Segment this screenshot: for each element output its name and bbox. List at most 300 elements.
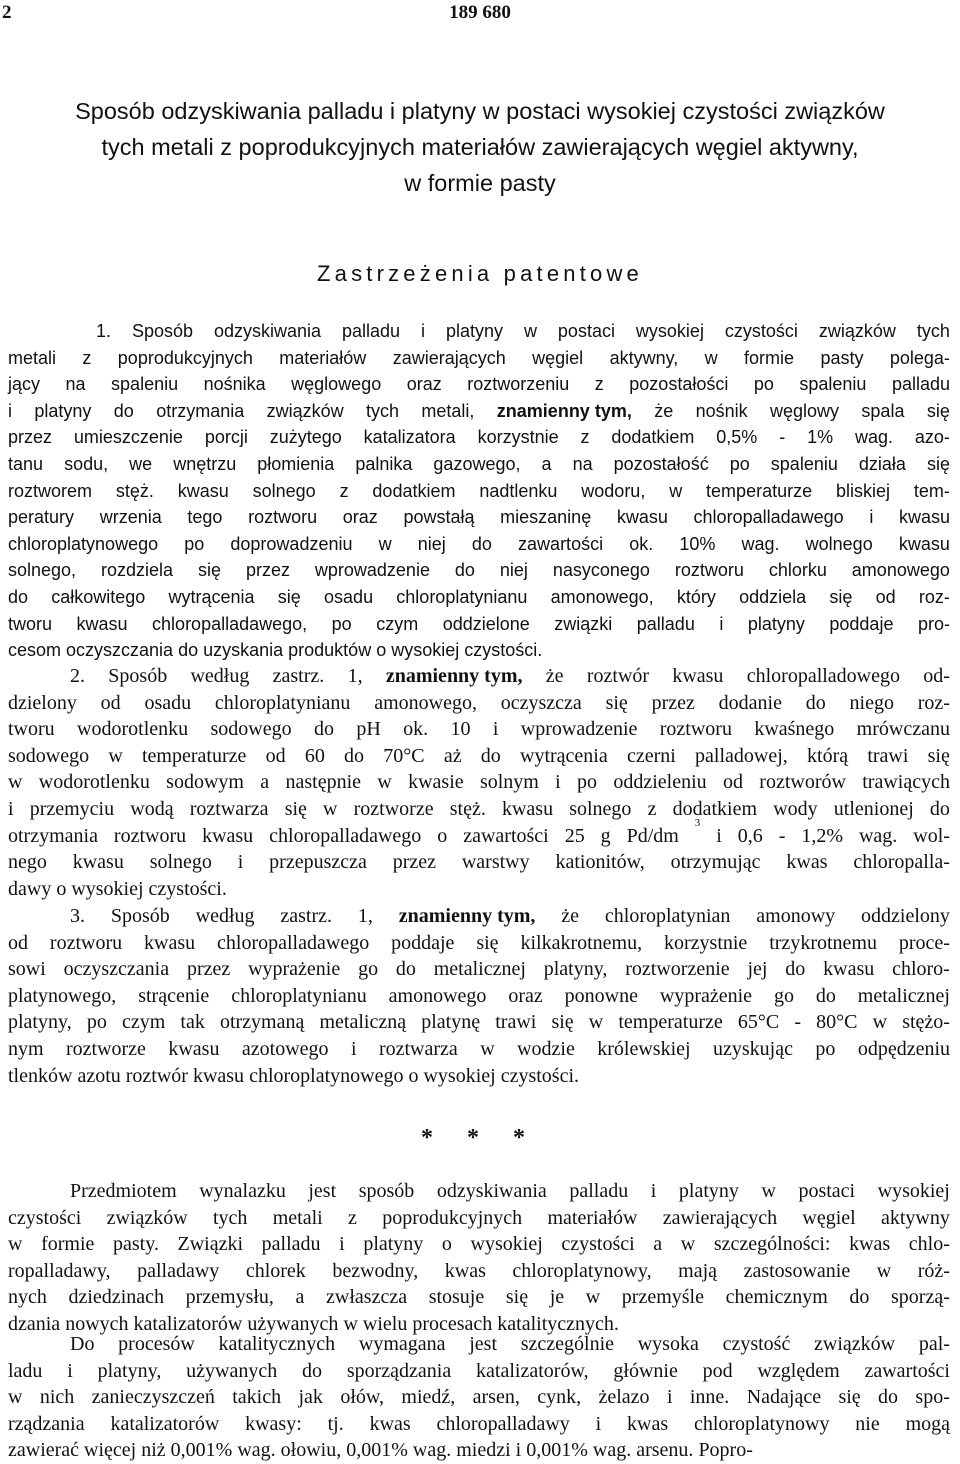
word: wag. — [412, 1439, 452, 1462]
superscript: 3 — [694, 816, 701, 829]
word: Sposób — [131, 321, 194, 341]
word: Sposób — [110, 905, 170, 927]
word: porcji — [204, 427, 248, 448]
word: do — [8, 586, 29, 607]
word: metali, — [421, 400, 475, 421]
word: kationitów, — [555, 851, 645, 874]
word: pozostałości — [629, 374, 729, 395]
word: g — [600, 824, 611, 847]
word: sporzą- — [891, 1286, 950, 1309]
word: o — [437, 824, 448, 847]
word: wag. — [858, 824, 898, 847]
word: kwas — [444, 1259, 486, 1282]
word: zawartości — [518, 533, 604, 554]
word: roztwarza — [189, 797, 269, 820]
word: metalicznej — [433, 958, 526, 981]
word: szczególności: — [713, 1233, 831, 1256]
word: platynę — [421, 1011, 481, 1034]
word: wymagana — [358, 1333, 446, 1355]
emphasis-text: znamienny tym, — [496, 400, 632, 421]
word: roztworu — [659, 718, 732, 741]
word: niej — [417, 533, 446, 554]
word: chloroplatynowego — [249, 1064, 404, 1087]
word: od — [265, 744, 286, 767]
text-line — [8, 557, 950, 584]
word: niż — [141, 1439, 166, 1462]
claim-2 — [8, 663, 950, 902]
word: z — [580, 427, 590, 448]
word: kwasu — [898, 533, 950, 554]
word: tworu — [8, 718, 55, 741]
word: wytrącenia — [168, 586, 255, 607]
word: wodoru, — [581, 480, 646, 501]
word: bliskiej — [835, 480, 890, 501]
word: związki — [554, 613, 613, 634]
word: dodatkiem — [372, 480, 456, 501]
word: bezwodny, — [332, 1259, 419, 1282]
word: że — [545, 665, 564, 687]
word: mieszaninę — [500, 507, 592, 528]
word: czystości. — [148, 877, 227, 900]
word: odzyskiwania — [436, 1180, 547, 1202]
word: chloropalladowego — [746, 665, 900, 687]
word: do — [454, 560, 475, 581]
word: platyny — [445, 321, 504, 341]
word: palladu — [569, 1180, 629, 1202]
word: 0,001% — [170, 1439, 233, 1462]
word: 70°C — [383, 744, 425, 767]
word: zastosowanie — [743, 1259, 851, 1282]
word: o — [56, 877, 67, 900]
word: roztworu — [674, 560, 744, 581]
word: kwaśnego — [754, 718, 835, 741]
word: 10 — [450, 718, 471, 741]
word: czerni — [626, 744, 676, 767]
word: azotowego — [241, 1037, 329, 1060]
word: się — [277, 586, 301, 607]
word: w — [378, 533, 392, 554]
word: kwas — [627, 1412, 669, 1435]
word: jest — [469, 1333, 498, 1355]
word: w — [480, 1037, 495, 1060]
word: sposób — [358, 1180, 415, 1202]
word: roztworze — [65, 1037, 146, 1060]
text-line — [8, 1063, 950, 1090]
word: związków — [266, 400, 344, 421]
word: nowych — [65, 1312, 129, 1335]
word: Przedmiotem — [70, 1180, 177, 1202]
text-line — [8, 903, 950, 930]
word: platynowego, — [8, 984, 117, 1007]
word: aktywny — [881, 1206, 950, 1229]
word: arsen, — [472, 1386, 520, 1409]
word: z — [82, 347, 92, 368]
word: zwłaszcza — [326, 1286, 408, 1309]
word: chloroplatynianu — [396, 586, 528, 607]
word: korzystnie — [664, 931, 748, 954]
word: do — [480, 744, 501, 767]
word: 1,2% — [801, 824, 844, 847]
word: - — [794, 1011, 802, 1034]
word: się — [505, 1286, 529, 1309]
word: tych — [212, 1206, 248, 1229]
word: doprowadzeniu — [230, 533, 353, 554]
word: z — [594, 374, 604, 395]
word: roztworu — [49, 931, 123, 954]
word: płomienia — [257, 453, 335, 474]
word: się — [284, 797, 307, 820]
word: Nadające — [746, 1386, 822, 1409]
word: spaleniu — [799, 374, 867, 395]
word: w — [704, 347, 718, 368]
word: kwasu — [501, 797, 554, 820]
word: związków — [814, 1333, 896, 1355]
word: roztwarza — [378, 1037, 458, 1060]
word: kwasu — [898, 507, 950, 528]
word: na — [65, 374, 86, 395]
word: odpędzeniu — [857, 1037, 950, 1060]
word: tych — [366, 400, 400, 421]
text-line — [8, 796, 950, 823]
word: węgiel — [532, 347, 584, 368]
word: działa — [858, 453, 906, 474]
word: który — [676, 586, 716, 607]
title-line: tych metali z poprodukcyjnych materiałów zawierających węgiel aktywny, — [101, 134, 859, 160]
text-line — [8, 930, 950, 957]
word: po — [86, 1011, 107, 1034]
word: katalizatorów — [133, 1312, 243, 1335]
text-line — [8, 637, 950, 664]
word: ok. — [629, 533, 654, 554]
word: w — [8, 1386, 23, 1409]
word: w — [343, 1312, 358, 1335]
word: królewskiej — [597, 1037, 691, 1060]
word: do — [178, 640, 199, 661]
word: kwas — [786, 851, 828, 874]
text-line — [8, 345, 950, 372]
word: a — [653, 1233, 663, 1256]
word: roztworze — [353, 797, 434, 820]
word: używanych — [186, 1359, 278, 1382]
word: czystości. — [500, 1064, 579, 1087]
word: trawi — [867, 744, 909, 767]
word: w — [108, 744, 123, 767]
word: tworu — [8, 613, 53, 634]
word: od — [875, 586, 896, 607]
text-line — [8, 663, 950, 690]
word: wag. — [237, 1439, 276, 1462]
word: kwasu — [76, 613, 128, 634]
word: czym — [121, 1011, 166, 1034]
word: chloropalladawy — [436, 1412, 570, 1435]
word: zawartości — [864, 1359, 950, 1382]
word: i — [666, 1386, 673, 1409]
word: platyny — [747, 613, 805, 634]
word: wag. — [741, 533, 780, 554]
word: solnego — [149, 851, 212, 874]
word: miedzi — [456, 1439, 511, 1462]
word: solnego — [252, 480, 316, 501]
word: o — [408, 1064, 419, 1087]
word: chloroplatynianu — [231, 984, 367, 1007]
word: według — [190, 665, 250, 687]
word: wielu — [362, 1312, 408, 1335]
word: trawi — [495, 1011, 537, 1034]
word: stęż. — [115, 480, 154, 501]
title-line: Sposób odzyskiwania palladu i platyny w postaci wysokiej czystości związków — [75, 98, 885, 124]
word: 1, — [347, 665, 363, 687]
word: żelazo — [598, 1386, 650, 1409]
word: z — [647, 797, 657, 820]
word: osadu — [144, 691, 192, 714]
word: się — [926, 453, 950, 474]
word: gazowego, — [433, 453, 521, 474]
word: procesach — [412, 1312, 493, 1335]
word: palladu — [636, 613, 695, 634]
word: kwasy: — [245, 1412, 302, 1435]
word: chlorek — [245, 1259, 306, 1282]
word: w — [8, 1233, 23, 1256]
word: róż- — [917, 1259, 950, 1282]
word: ok. — [403, 718, 429, 741]
word: roztworzenie — [625, 958, 730, 981]
document-number: 189 680 — [449, 2, 511, 23]
word: mają — [678, 1259, 718, 1282]
word: a — [260, 771, 270, 794]
word: przemyśle — [621, 1286, 704, 1309]
word: oraz — [508, 984, 543, 1007]
word: postaci — [798, 1180, 856, 1202]
word: dodatkiem — [672, 797, 758, 820]
word: Pd/dm — [626, 824, 679, 847]
word: aktywny, — [609, 347, 679, 368]
word: w — [588, 1011, 604, 1034]
word: uzyskania — [203, 640, 284, 661]
word: związków — [818, 321, 896, 341]
word: następnie — [285, 771, 362, 794]
word: wysokiej — [391, 640, 460, 661]
word: nośnik — [695, 400, 748, 421]
text-line — [8, 690, 950, 717]
word: solnego, — [8, 560, 77, 581]
word: po — [577, 771, 598, 794]
word: dawy — [8, 877, 52, 900]
word: kwasie — [408, 771, 464, 794]
text-line — [8, 956, 950, 983]
word: oraz — [342, 507, 378, 528]
section-separator: * * * — [421, 1125, 539, 1151]
word: metali — [272, 1206, 323, 1229]
word: osadu — [324, 586, 374, 607]
word: chloro- — [892, 958, 950, 981]
word: sodowym — [166, 771, 244, 794]
word: aż — [443, 744, 462, 767]
word: chloropalladawego — [693, 507, 844, 528]
word: umieszczenie — [73, 427, 183, 448]
word: chloropalladawego — [269, 824, 422, 847]
description-paragraph-2 — [8, 1331, 950, 1464]
word: w — [585, 1286, 601, 1309]
word: - — [779, 427, 786, 448]
word: wysokiej — [71, 877, 144, 900]
word: do — [929, 797, 950, 820]
word: i — [869, 507, 874, 528]
word: platyny — [34, 400, 92, 421]
word: formie — [41, 1233, 95, 1256]
word: 1% — [807, 427, 834, 448]
word: katalitycznych — [218, 1333, 336, 1355]
word: palnika — [355, 453, 413, 474]
word: przez — [8, 427, 53, 448]
word: zawierających — [662, 1206, 778, 1229]
word: 10% — [679, 533, 716, 554]
word: kwasu — [177, 480, 229, 501]
word: nośnika — [203, 374, 266, 395]
text-line — [8, 584, 950, 611]
word: 80°C — [816, 1011, 858, 1034]
word: spaleniu — [770, 453, 838, 474]
word: otrzymaną — [219, 1011, 305, 1034]
word: nie — [855, 1412, 880, 1435]
word: jak — [298, 1386, 323, 1409]
word: trzykrotnemu — [769, 931, 877, 954]
word: go — [773, 984, 794, 1007]
word: roztwór — [586, 665, 650, 687]
word: i — [350, 1037, 357, 1060]
word: i — [595, 1412, 602, 1435]
word: związków — [106, 1206, 188, 1229]
word: wprowadzenie — [520, 718, 638, 741]
text-line — [8, 451, 950, 478]
word: amonowego — [388, 984, 487, 1007]
word: kwasu — [672, 665, 724, 687]
word: polega- — [889, 347, 950, 368]
word: w — [377, 771, 392, 794]
word: całkowitego — [51, 586, 146, 607]
word: dzielony — [8, 691, 77, 714]
word: 1, — [357, 905, 373, 927]
word: temperaturze — [142, 744, 247, 767]
word: palladu — [342, 321, 401, 341]
word: względem — [757, 1359, 840, 1382]
word: platyny, — [543, 958, 608, 981]
word: materiałów — [279, 347, 367, 368]
text-line — [8, 1358, 950, 1385]
word: otrzymania — [8, 824, 98, 847]
word: zastrz. — [272, 665, 325, 687]
word: stęż. — [449, 797, 486, 820]
word: kwas — [369, 1412, 411, 1435]
word: tanu — [8, 453, 44, 474]
word: roztworem — [8, 480, 93, 501]
word: ladu — [8, 1359, 43, 1382]
word: pH — [356, 718, 381, 741]
word: katalizatora — [363, 427, 456, 448]
word: platyny, — [97, 1359, 162, 1382]
word: dziedzinach — [68, 1286, 164, 1309]
text-line — [8, 849, 950, 876]
word: kwasu — [616, 507, 668, 528]
word: wysokiej — [470, 1233, 543, 1256]
word: że — [654, 400, 674, 421]
word: oraz — [406, 374, 442, 395]
text-line — [8, 1284, 950, 1311]
word: zawartości — [463, 824, 549, 847]
word: Do — [70, 1333, 95, 1355]
word: sporządzania — [346, 1359, 452, 1382]
word: roztworów — [759, 771, 846, 794]
word: do — [785, 958, 806, 981]
word: 0,001% — [346, 1439, 408, 1462]
word: wodorotlenku — [38, 771, 150, 794]
word: spaleniu — [111, 374, 179, 395]
word: zastrz. — [280, 905, 333, 927]
word: zawierających — [392, 347, 506, 368]
word: cynk, — [537, 1386, 582, 1409]
word: pasty — [820, 347, 864, 368]
word: wysokiej — [877, 1180, 950, 1202]
word: w — [669, 480, 683, 501]
word: i — [650, 1180, 657, 1202]
word: a — [295, 1286, 305, 1309]
word: kwas — [849, 1233, 891, 1256]
word: rozdziela — [101, 560, 174, 581]
word: w — [523, 321, 537, 341]
word: uzyskując — [712, 1037, 793, 1060]
word: się — [476, 931, 499, 954]
word: czystości — [8, 1206, 82, 1229]
word: oczyszcza — [500, 691, 582, 714]
word: wnętrzu — [173, 453, 237, 474]
word: sodowego — [210, 718, 292, 741]
word: spala — [861, 400, 905, 421]
word: od- — [923, 665, 950, 687]
page-header — [0, 0, 960, 30]
claims-heading: Zastrzeżenia patentowe — [317, 261, 643, 286]
word: wag. — [592, 1439, 632, 1462]
word: poprodukcyjnych — [382, 1206, 523, 1229]
word: że — [561, 905, 580, 927]
word: przez — [245, 560, 290, 581]
word: do — [849, 1286, 870, 1309]
word: od — [722, 771, 743, 794]
word: wyprażenie — [248, 958, 341, 981]
word: kilkakrotnemu, — [520, 931, 643, 954]
text-line — [8, 531, 950, 558]
word: takich — [232, 1386, 282, 1409]
word: się — [197, 560, 221, 581]
word: korzystnie — [477, 427, 559, 448]
word: 60 — [304, 744, 325, 767]
word: wytrącenia — [520, 744, 608, 767]
word: strącenie — [138, 984, 210, 1007]
word: chloroplatynian — [604, 905, 731, 927]
word: po — [753, 374, 774, 395]
word: pasty. — [112, 1233, 159, 1256]
word: tego — [187, 507, 223, 528]
word: chloropalla- — [853, 851, 950, 874]
word: czystości — [561, 1233, 635, 1256]
word: o — [376, 640, 387, 661]
word: czystość — [722, 1333, 791, 1355]
word: warstwy — [461, 851, 530, 874]
word: wodorotlenku — [77, 718, 189, 741]
text-line — [8, 1009, 950, 1036]
word: roz- — [917, 691, 950, 714]
word: a — [541, 453, 552, 474]
word: platyny — [363, 1233, 424, 1256]
word: głównie — [613, 1359, 678, 1382]
